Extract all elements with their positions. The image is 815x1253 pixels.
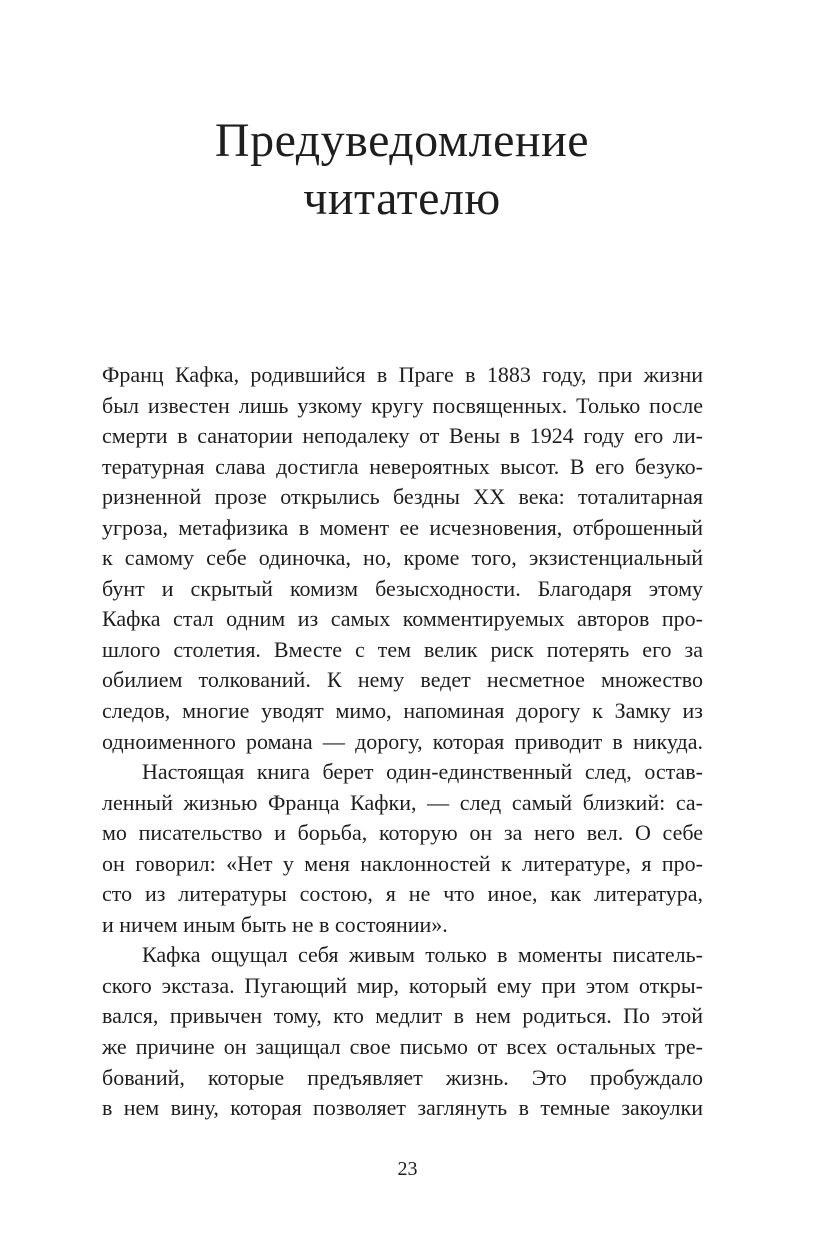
text-line: бунт и скрытый комизм безысходности. Благодаря этому xyxy=(102,575,703,601)
text-line: Кафка ощущал себя живым только в моменты писатель- xyxy=(142,942,703,968)
text-line: ризненной прозе открылись бездны XX века: тоталитарная xyxy=(102,484,703,510)
chapter-title xyxy=(100,112,704,228)
text-line: он говорил: «Нет у меня наклонностей к литературе, я про- xyxy=(102,850,703,876)
text-line: ленный жизнью Франца Кафки, — след самый близкий: са- xyxy=(102,789,703,815)
text-line: Франц Кафка, родившийся в Праге в 1883 году, при жизни xyxy=(102,362,703,387)
text-line: бований, которые предъявляет жизнь. Это пробуждало xyxy=(102,1064,703,1090)
text-line: сто из литературы состою, я не что иное, как литература, xyxy=(102,881,703,907)
text-line: и ничем иным быть не в состоянии». xyxy=(102,911,448,937)
text-line: следов, многие уводят мимо, напоминая дорогу к Замку из xyxy=(102,698,703,724)
text-line: угроза, метафизика в момент ее исчезновения, отброшенный xyxy=(102,514,703,540)
text-line: смерти в санатории неподалеку от Вены в 1924 году его ли- xyxy=(102,423,703,449)
text-line: Кафка стал одним из самых комментируемых авторов про- xyxy=(102,606,703,632)
paragraph-3 xyxy=(102,940,703,1123)
text-line: же причине он защищал свое письмо от всех остальных тре- xyxy=(102,1034,703,1060)
text-line: вался, привычен тому, кто медлит в нем родиться. По этой xyxy=(102,1003,703,1029)
text-line: в нем вину, которая позволяет заглянуть в темные закоулки xyxy=(102,1095,703,1121)
chapter-title-line-2: читателю xyxy=(303,172,501,225)
text-line: к самому себе одиночка, но, кроме того, экзистенциальный xyxy=(102,545,703,571)
chapter-title-line-1: Предуведомление xyxy=(214,114,590,167)
paragraph-2 xyxy=(102,757,703,940)
text-line: обилием толкований. К нему ведет несметное множество xyxy=(102,667,703,693)
text-line: мо писательство и борьба, которую он за него вел. О себе xyxy=(102,820,703,846)
text-line: тературная слава достигла невероятных высот. В его безуко- xyxy=(102,453,703,479)
body-text xyxy=(102,360,703,1124)
text-line: одноименного романа — дорогу, которая приводит в никуда. xyxy=(102,728,703,754)
page-number: 23 xyxy=(397,1158,418,1180)
text-line: был известен лишь узкому кругу посвященных. Только после xyxy=(102,392,703,418)
text-line: Настоящая книга берет один-единственный след, остав- xyxy=(142,759,703,785)
paragraph-1 xyxy=(102,360,703,757)
text-line: шлого столетия. Вместе с тем велик риск потерять его за xyxy=(102,636,703,662)
text-line: ского экстаза. Пугающий мир, который ему при этом откры- xyxy=(102,972,703,998)
